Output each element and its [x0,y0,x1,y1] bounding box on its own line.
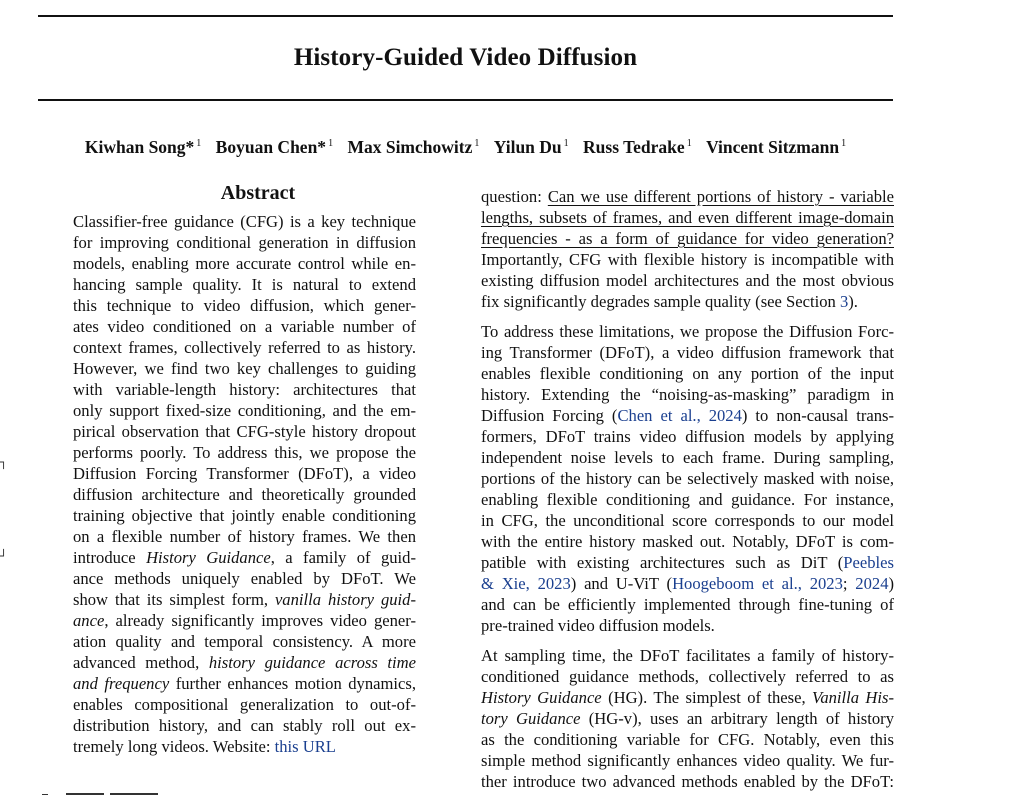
body-line: simple method significantly enhances video quality. We fur- [481,751,894,770]
body-line: history. Extending the “noising-as-masking” paradigm in [481,385,894,404]
body-line: with the entire history masked out. Notably, DFoT is com- [481,532,894,551]
citation-link[interactable]: & Xie, 2023 [481,574,571,593]
paragraph [481,321,894,636]
abstract-body [73,211,416,757]
website-link[interactable]: this URL [274,737,336,756]
body-line: lengths, subsets of frames, and even different image-domain [481,208,894,227]
body-line: existing diffusion model architectures and the most obvious [481,271,894,290]
body-line: portions of the history can be selectively masked with noise, [481,469,894,488]
abstract-line: for improving conditional generation in diffusion [73,233,416,252]
abstract-line: context frames, collectively referred to as history. [73,338,416,357]
citation-link[interactable]: Hoogeboom et al., 2023 [672,574,843,593]
abstract-column [73,182,416,757]
abstract-line: only support fixed-size conditioning, and the em- [73,401,416,420]
abstract-line: pirical observation that CFG-style history dropout [73,422,416,441]
body-line: Importantly, CFG with flexible history is incompatible with [481,250,894,269]
body-line: patible with existing architectures such as DiT (Peebles [481,553,894,572]
body-line: formers, DFoT trains video diffusion models by applying [481,427,894,446]
author: Yilun Du $^1$ [493,137,569,157]
author: Boyuan Chen* $^1$ [215,137,334,157]
abstract-line: ation quality and temporal consistency. A more [73,632,416,651]
author: Russ Tedrake $^1$ [583,137,692,157]
abstract-line: and frequency further enhances motion dynamics, [73,674,416,693]
abstract-line: ance methods uniquely enabled by DFoT. We [73,569,416,588]
body-line: Diffusion Forcing (Chen et al., 2024) to non-causal trans- [481,406,894,425]
body-line: ther introduce two advanced methods enabled by the DFoT: [481,772,894,791]
abstract-line: advanced method, history guidance across time [73,653,416,672]
abstract-line: performs poorly. To address this, we propose the [73,443,416,462]
abstract-line: this technique to video diffusion, which gener- [73,296,416,315]
abstract-line: ance, already significantly improves video gener- [73,611,416,630]
paragraph [481,645,894,792]
body-line: tory Guidance (HG-v), uses an arbitrary length of history [481,709,894,728]
intro-column [481,186,894,792]
body-line: History Guidance (HG). The simplest of these, Vanilla His- [481,688,894,707]
citation-link[interactable]: 2024 [855,574,889,593]
title-rule-top [38,15,893,17]
margin-bracket-mark: ┐ [0,455,8,469]
abstract-heading: Abstract [220,182,296,204]
abstract-line: with variable-length history: architectures that [73,380,416,399]
body-line: fix significantly degrades sample quality (see Section 3). [481,292,858,311]
author: Max Simchowitz $^1$ [347,137,480,157]
abstract-line: enables compositional generalization to out-of- [73,695,416,714]
author: Kiwhan Song* $^1$ [84,137,202,157]
body-line: To address these limitations, we propose the Diffusion Forc- [481,322,894,341]
citation-link[interactable]: Peebles [843,553,894,572]
section-ref-link[interactable]: 3 [839,292,849,311]
body-line: At sampling time, the DFoT facilitates a family of history- [481,646,894,665]
author: Vincent Sitzmann $^1$ [706,137,847,157]
body-line: & Xie, 2023) and U-ViT (Hoogeboom et al., 2023; 2024) [481,574,894,593]
paragraph [481,186,894,312]
body-line: as the conditioning variable for CFG. Notably, even this [481,730,894,749]
body-line: ing Transformer (DFoT), a video diffusion framework that [481,343,894,362]
citation-link[interactable]: Chen et al., 2024 [617,406,742,425]
abstract-line: on a flexible number of history frames. We then [73,527,416,546]
abstract-line: ates video conditioned on a variable number of [73,317,416,336]
abstract-line: training objective that jointly enable conditioning [73,506,416,525]
title-rule-bottom [38,99,893,101]
body-line: and can be efficiently implemented through fine-tuning of [481,595,894,614]
abstract-line: show that its simplest form, vanilla history guid- [73,590,416,609]
abstract-line: hancing sample quality. It is natural to extend [73,275,416,294]
abstract-line: tremely long videos. Website: this URL [73,737,336,756]
body-line: in CFG, the unconditional score corresponds to our model [481,511,894,530]
cut-off-heading-fragment [40,785,170,795]
body-line: question: Can we use different portions of history - variable [481,187,894,206]
body-line: conditioned guidance methods, collectively referred to as [481,667,894,686]
abstract-line: diffusion architecture and theoretically grounded [73,485,416,504]
abstract-line: models, enabling more accurate control while en- [73,254,416,273]
abstract-line: introduce History Guidance, a family of guid- [73,548,416,567]
body-line: frequencies - as a form of guidance for video generation? [481,229,894,248]
body-line: enabling flexible conditioning and guidance. For instance, [481,490,894,509]
abstract-line: Diffusion Forcing Transformer (DFoT), a video [73,464,416,483]
body-line: enables flexible conditioning on any portion of the input [481,364,894,383]
abstract-line: Classifier-free guidance (CFG) is a key technique [73,212,416,231]
abstract-line: distribution history, and can stably roll out ex- [73,716,416,735]
body-line: independent noise levels to each frame. During sampling, [481,448,894,467]
paper-title: History-Guided Video Diffusion [293,44,638,71]
abstract-line: However, we find two key challenges to guiding [73,359,416,378]
margin-bracket-mark: ┘ [0,549,8,563]
body-line: pre-trained video diffusion models. [481,616,715,635]
author-list [38,137,893,158]
